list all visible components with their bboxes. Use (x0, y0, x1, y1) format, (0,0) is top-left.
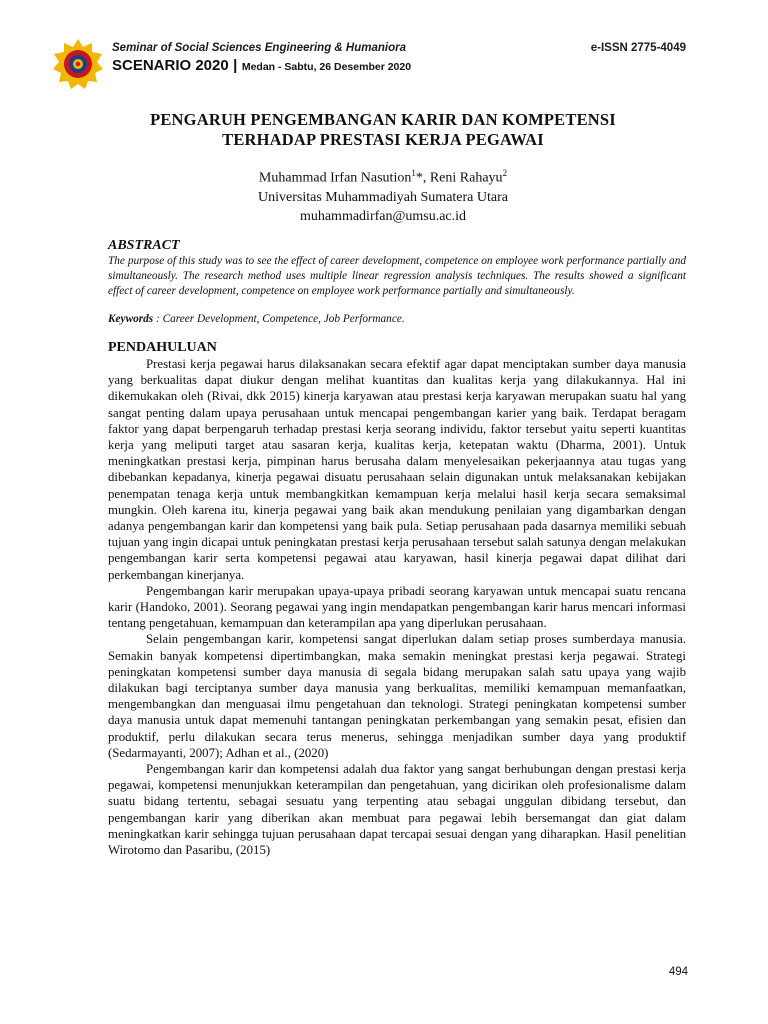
author-names (108, 164, 658, 188)
body-text (108, 356, 686, 858)
conference-name: Seminar of Social Sciences Engineering & Humaniora (112, 42, 406, 54)
corresponding-mark: *, (415, 170, 430, 186)
keywords (108, 312, 686, 327)
body-paragraph: Prestasi kerja pegawai harus dilaksanakan secara efektif agar dapat menciptakan sumber daya manusia yang berkualitas dapat diukur dengan melihat kuantitas dan kualitas kerja yang dilakukannya. Hal ini dikemukakan oleh (Rivai, dkk 2015) kinerja karyawan atau prestasi kerja karyawan merupakan suatu hal yang sangat penting dalam upaya perusahaan untuk mencapai pengembangan karier yang baik. Terdapat beragam faktor yang dapat berpengaruh terhadap prestasi kerja seorang individu, faktor tersebut yaitu seperti kuantitas kerja yang meliputi target atau sasaran kerja, kualitas kerja, ketepatan waktu (Dharma, 2001). Untuk meningkatkan prestasi kerja, pimpinan harus berusaha dalam menyelesaikan pekerjaannya atau tugas yang dibebankan kepadanya, kinerja pegawai disuatu perusahaan selain digunakan untuk melaksanakan kebijakan penempatan tenaga kerja untuk membangkitkan kemampuan kerja melalui hasil kerja secara semaksimal mungkin. Oleh karena itu, kinerja pegawai yang baik akan mendukung penilaian yang digambarkan dengan adanya pengembangan karir dan kompetensi yang baik pula. Setiap perusahaan pada dasarnya memiliki sebuah tujuan yang ingin dicapai untuk peningkatan prestasi kerja perusahaan tersebut salah satunya dengan melakukan pengembangan karir serta kompetensi pegawai atau karyawan, hasil kinerja pegawai dapat dilihat dari perkembangan kinerjanya. (108, 357, 686, 582)
affiliation: Universitas Muhammadiyah Sumatera Utara (258, 189, 508, 205)
abstract-text: The purpose of this study was to see the effect of career development, competence on employee work performance partially and simultaneously. The research method uses multiple linear regression analysis techniques. The results showed a significant effect of career development, competence on employee work performance partially and simultaneously. (108, 255, 686, 297)
abstract-heading: ABSTRACT (108, 238, 180, 253)
author-block (108, 164, 658, 226)
keywords-text: : Career Development, Competence, Job Performance. (153, 313, 405, 325)
body-paragraph: Pengembangan karir merupakan upaya-upaya pribadi seorang karyawan untuk mencapai suatu rencana karir (Handoko, 2001). Seorang pegawai yang ingin mendapatkan pengembangan karir harus mencari informasi tentang pengetahuan, kemampuan dan keterampilan apa yang diperlukan perusahaan. (108, 583, 686, 631)
author-2: Reni Rahayu (429, 170, 503, 186)
body-paragraph: Selain pengembangan karir, kompetensi sangat diperlukan dalam setiap proses sumberdaya manusia. Semakin banyak kompetensi dipertimbangkan, maka semakin meningkat prestasi kerja pegawai. Strategi peningkatan kompetensi sumber daya manusia di segala bidang merupakan salah satu upaya yang wajib dilakukan bagi terciptanya sumber daya manusia yang berkualitas, memiliki kemampuan memanfaatkan, mengembangkan dan menguasai ilmu pengetahuan dan teknologi. Strategi peningkatan kompetensi sumber daya manusia untuk dapat memenuhi tantangan peningkatan perkembangan yang semakin pesat, efisien dan produktif, perlu dilakukan secara terus menerus, sehingga menjadikan sumber daya yang produktif (Sedarmayanti, 2007); Adhan et al., (2020) (108, 632, 686, 760)
author-2-affiliation-mark: 2 (502, 168, 508, 178)
issn: e-ISSN 2775-4049 (590, 42, 686, 54)
author-1: Muhammad Irfan Nasution (258, 170, 412, 186)
keywords-label: Keywords (108, 313, 154, 325)
title-line-2: TERHADAP PRESTASI KERJA PEGAWAI (222, 130, 544, 149)
header-separator: | (233, 57, 238, 74)
author-1-affiliation-mark: 1 (411, 168, 416, 178)
section-heading: PENDAHULUAN (108, 340, 217, 355)
conference-date: Medan - Sabtu, 26 Desember 2020 (241, 61, 412, 73)
paper-title (108, 110, 658, 150)
scenario-label: SCENARIO 2020 (112, 57, 229, 74)
author-email: muhammadirfan@umsu.ac.id (299, 208, 467, 224)
page-number: 494 (668, 966, 688, 978)
conference-logo-icon (52, 38, 104, 90)
page-header (52, 38, 692, 90)
body-paragraph: Pengembangan karir dan kompetensi adalah dua faktor yang sangat berhubungan dengan prestasi kerja pegawai, kompetensi menunjukkan keterampilan dan pengetahuan, yang dicirikan oleh profesionalisme dalam suatu bidang tertentu, sebagai sesuatu yang terpenting atau sebagai unggulan dibidang tersebut, dan pengembangan karir yang diberikan akan membuat para pegawai lebih bersemangat dan giat dalam meningkatkan karir sehingga tujuan perusahaan dapat tercapai sesuai dengan yang diharapkan. Hasil penelitian Wirotomo dan Pasaribu, (2015) (108, 762, 686, 858)
title-line-1: PENGARUH PENGEMBANGAN KARIR DAN KOMPETENSI (150, 110, 616, 129)
conference-subtitle (112, 57, 411, 75)
